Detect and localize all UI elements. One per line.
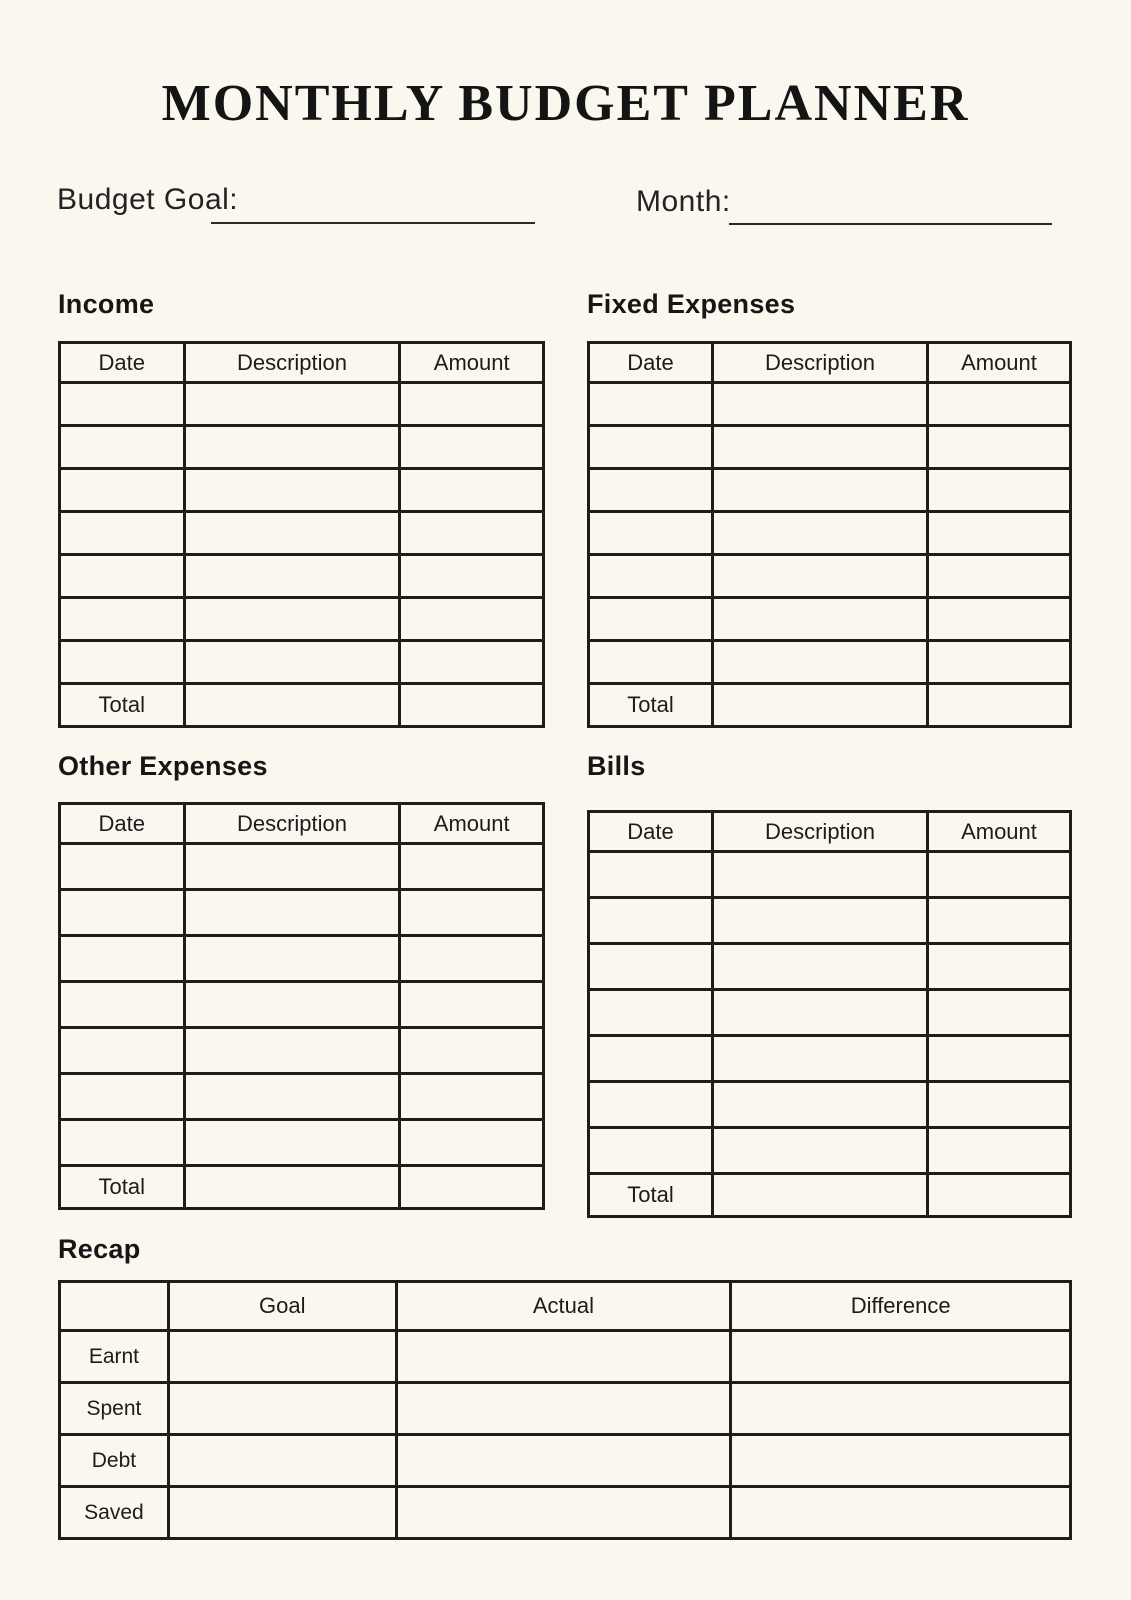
bills-total-label: Total [589,1174,713,1217]
other-expenses-total-description-cell[interactable] [184,1166,400,1209]
ledger-row [60,512,544,555]
income-cell-description[interactable] [184,469,400,512]
fixed-expenses-cell-amount[interactable] [927,426,1070,469]
ledger-row [589,852,1071,898]
ledger-header-row [60,343,544,383]
ledger-total-row [60,1166,544,1209]
ledger-row [60,936,544,982]
fixed-expenses-cell-date[interactable] [589,383,713,426]
recap-row-earnt [60,1331,1071,1383]
recap-row-saved [60,1487,1071,1539]
recap-cell-earnt-goal[interactable] [168,1331,396,1383]
month-input-line[interactable] [729,223,1052,225]
ledger-row [60,598,544,641]
recap-table [58,1280,1072,1540]
budget-goal-input-line[interactable] [211,222,535,224]
other-expenses-cell-date[interactable] [60,982,185,1028]
fixed-expenses-cell-date[interactable] [589,641,713,684]
recap-cell-spent-actual[interactable] [396,1383,731,1435]
ledger-row [589,426,1071,469]
ledger-row [60,641,544,684]
column-header-amount: Amount [927,812,1070,852]
income-cell-amount[interactable] [400,512,544,555]
bills-table [587,810,1072,1218]
income-total-label: Total [60,684,185,727]
income-cell-amount[interactable] [400,641,544,684]
column-header-date: Date [589,812,713,852]
other-expenses-cell-date[interactable] [60,1074,185,1120]
ledger-total-row [60,684,544,727]
income-cell-amount[interactable] [400,383,544,426]
bills-cell-description[interactable] [713,990,928,1036]
ledger-row [589,641,1071,684]
column-header-description: Description [184,804,400,844]
income-cell-amount[interactable] [400,598,544,641]
bills-cell-amount[interactable] [927,1128,1070,1174]
month-label: Month: [636,185,731,218]
bills-cell-description[interactable] [713,944,928,990]
recap-cell-earnt-difference[interactable] [731,1331,1071,1383]
recap-cell-earnt-actual[interactable] [396,1331,731,1383]
other-expenses-cell-description[interactable] [184,1120,400,1166]
recap-cell-spent-goal[interactable] [168,1383,396,1435]
ledger-header-row [589,812,1071,852]
income-table [58,341,545,728]
other-expenses-total-label: Total [60,1166,185,1209]
bills-cell-amount[interactable] [927,990,1070,1036]
fixed-expenses-cell-date[interactable] [589,469,713,512]
column-header-description: Description [713,343,928,383]
other-expenses-cell-date[interactable] [60,1028,185,1074]
other-expenses-cell-description[interactable] [184,982,400,1028]
other-expenses-cell-amount[interactable] [400,1074,544,1120]
fixed-expenses-total-description-cell[interactable] [713,684,928,727]
ledger-row [60,1074,544,1120]
column-header-amount: Amount [400,343,544,383]
fixed-expenses-cell-description[interactable] [713,383,928,426]
recap-cell-debt-actual[interactable] [396,1435,731,1487]
ledger-total-row [589,684,1071,727]
fixed-expenses-cell-description[interactable] [713,469,928,512]
recap-column-header-row-label [60,1282,169,1331]
income-cell-date[interactable] [60,555,185,598]
income-cell-date[interactable] [60,383,185,426]
other-expenses-cell-description[interactable] [184,1074,400,1120]
recap-row-label-earnt: Earnt [60,1331,169,1383]
other-expenses-cell-date[interactable] [60,890,185,936]
ledger-row [60,982,544,1028]
fixed-expenses-cell-amount[interactable] [927,641,1070,684]
ledger-row [60,1120,544,1166]
fixed-expenses-cell-amount[interactable] [927,555,1070,598]
ledger-row [589,1082,1071,1128]
fixed-expenses-cell-description[interactable] [713,598,928,641]
other-expenses-table-body [60,844,544,1209]
bills-cell-date[interactable] [589,898,713,944]
bills-cell-description[interactable] [713,852,928,898]
ledger-row [589,555,1071,598]
recap-column-header-difference: Difference [731,1282,1071,1331]
other-expenses-cell-description[interactable] [184,890,400,936]
ledger-row [60,844,544,890]
section-heading-recap: Recap [58,1234,141,1264]
bills-cell-description[interactable] [713,1036,928,1082]
fixed-expenses-table-header [589,343,1071,383]
bills-cell-description[interactable] [713,898,928,944]
ledger-row [60,555,544,598]
income-cell-date[interactable] [60,469,185,512]
income-cell-amount[interactable] [400,555,544,598]
fixed-expenses-cell-date[interactable] [589,426,713,469]
bills-cell-description[interactable] [713,1082,928,1128]
recap-cell-spent-difference[interactable] [731,1383,1071,1435]
ledger-row [589,898,1071,944]
ledger-row [589,990,1071,1036]
bills-total-amount-cell[interactable] [927,1174,1070,1217]
income-cell-date[interactable] [60,426,185,469]
budget-goal-label: Budget Goal: [57,183,239,216]
fixed-expenses-cell-date[interactable] [589,512,713,555]
fixed-expenses-total-label: Total [589,684,713,727]
bills-cell-amount[interactable] [927,1036,1070,1082]
column-header-description: Description [713,812,928,852]
section-heading-income: Income [58,289,155,319]
column-header-amount: Amount [400,804,544,844]
page-title: MONTHLY BUDGET PLANNER [161,75,970,132]
other-expenses-cell-amount[interactable] [400,982,544,1028]
recap-row-debt [60,1435,1071,1487]
income-cell-date[interactable] [60,598,185,641]
fixed-expenses-cell-description[interactable] [713,555,928,598]
bills-cell-date[interactable] [589,944,713,990]
other-expenses-cell-description[interactable] [184,1028,400,1074]
bills-table-body [589,852,1071,1217]
bills-cell-date[interactable] [589,1036,713,1082]
other-expenses-total-amount-cell[interactable] [400,1166,544,1209]
ledger-row [589,469,1071,512]
recap-column-header-goal: Goal [168,1282,396,1331]
other-expenses-cell-amount[interactable] [400,1028,544,1074]
income-total-amount-cell[interactable] [400,684,544,727]
ledger-row [60,469,544,512]
fixed-expenses-cell-description[interactable] [713,426,928,469]
section-heading-fixed-expenses: Fixed Expenses [587,289,796,319]
section-heading-bills: Bills [587,751,646,781]
column-header-date: Date [60,804,185,844]
bills-cell-date[interactable] [589,990,713,1036]
ledger-row [589,512,1071,555]
recap-cell-saved-actual[interactable] [396,1487,731,1539]
ledger-row [60,426,544,469]
bills-cell-amount[interactable] [927,1082,1070,1128]
other-expenses-cell-date[interactable] [60,1120,185,1166]
bills-cell-amount[interactable] [927,898,1070,944]
income-table-header [60,343,544,383]
column-header-description: Description [184,343,400,383]
income-cell-description[interactable] [184,598,400,641]
recap-column-header-actual: Actual [396,1282,731,1331]
other-expenses-cell-amount[interactable] [400,890,544,936]
fixed-expenses-cell-date[interactable] [589,555,713,598]
other-expenses-table-header [60,804,544,844]
ledger-row [589,1036,1071,1082]
recap-cell-saved-goal[interactable] [168,1487,396,1539]
bills-cell-date[interactable] [589,1082,713,1128]
recap-row-label-debt: Debt [60,1435,169,1487]
fixed-expenses-cell-amount[interactable] [927,598,1070,641]
recap-row-spent [60,1383,1071,1435]
income-cell-description[interactable] [184,641,400,684]
recap-cell-debt-difference[interactable] [731,1435,1071,1487]
fixed-expenses-cell-amount[interactable] [927,512,1070,555]
other-expenses-cell-amount[interactable] [400,1120,544,1166]
fixed-expenses-table-body [589,383,1071,727]
fixed-expenses-table [587,341,1072,728]
fixed-expenses-cell-date[interactable] [589,598,713,641]
recap-row-label-saved: Saved [60,1487,169,1539]
other-expenses-cell-description[interactable] [184,936,400,982]
ledger-header-row [589,343,1071,383]
income-cell-amount[interactable] [400,469,544,512]
ledger-total-row [589,1174,1071,1217]
ledger-row [60,890,544,936]
bills-table-header [589,812,1071,852]
fixed-expenses-total-amount-cell[interactable] [927,684,1070,727]
ledger-header-row [60,804,544,844]
column-header-date: Date [60,343,185,383]
ledger-row [589,383,1071,426]
recap-row-label-spent: Spent [60,1383,169,1435]
bills-cell-description[interactable] [713,1128,928,1174]
bills-cell-date[interactable] [589,1128,713,1174]
bills-total-description-cell[interactable] [713,1174,928,1217]
column-header-date: Date [589,343,713,383]
other-expenses-cell-description[interactable] [184,844,400,890]
recap-table-body [60,1331,1071,1539]
bills-cell-date[interactable] [589,852,713,898]
bills-cell-amount[interactable] [927,852,1070,898]
other-expenses-cell-date[interactable] [60,844,185,890]
fixed-expenses-cell-description[interactable] [713,512,928,555]
income-cell-description[interactable] [184,512,400,555]
other-expenses-cell-amount[interactable] [400,936,544,982]
fixed-expenses-cell-amount[interactable] [927,383,1070,426]
ledger-row [589,944,1071,990]
income-cell-date[interactable] [60,641,185,684]
recap-table-header [60,1282,1071,1331]
bills-cell-amount[interactable] [927,944,1070,990]
other-expenses-cell-date[interactable] [60,936,185,982]
recap-cell-debt-goal[interactable] [168,1435,396,1487]
fixed-expenses-cell-description[interactable] [713,641,928,684]
column-header-amount: Amount [927,343,1070,383]
section-heading-other-expenses: Other Expenses [58,751,268,781]
income-cell-description[interactable] [184,555,400,598]
other-expenses-cell-amount[interactable] [400,844,544,890]
ledger-row [60,1028,544,1074]
income-table-body [60,383,544,727]
income-cell-description[interactable] [184,383,400,426]
ledger-row [60,383,544,426]
income-cell-date[interactable] [60,512,185,555]
income-cell-description[interactable] [184,426,400,469]
other-expenses-table [58,802,545,1210]
income-total-description-cell[interactable] [184,684,400,727]
income-cell-amount[interactable] [400,426,544,469]
recap-cell-saved-difference[interactable] [731,1487,1071,1539]
fixed-expenses-cell-amount[interactable] [927,469,1070,512]
recap-header-row [60,1282,1071,1331]
ledger-row [589,1128,1071,1174]
ledger-row [589,598,1071,641]
